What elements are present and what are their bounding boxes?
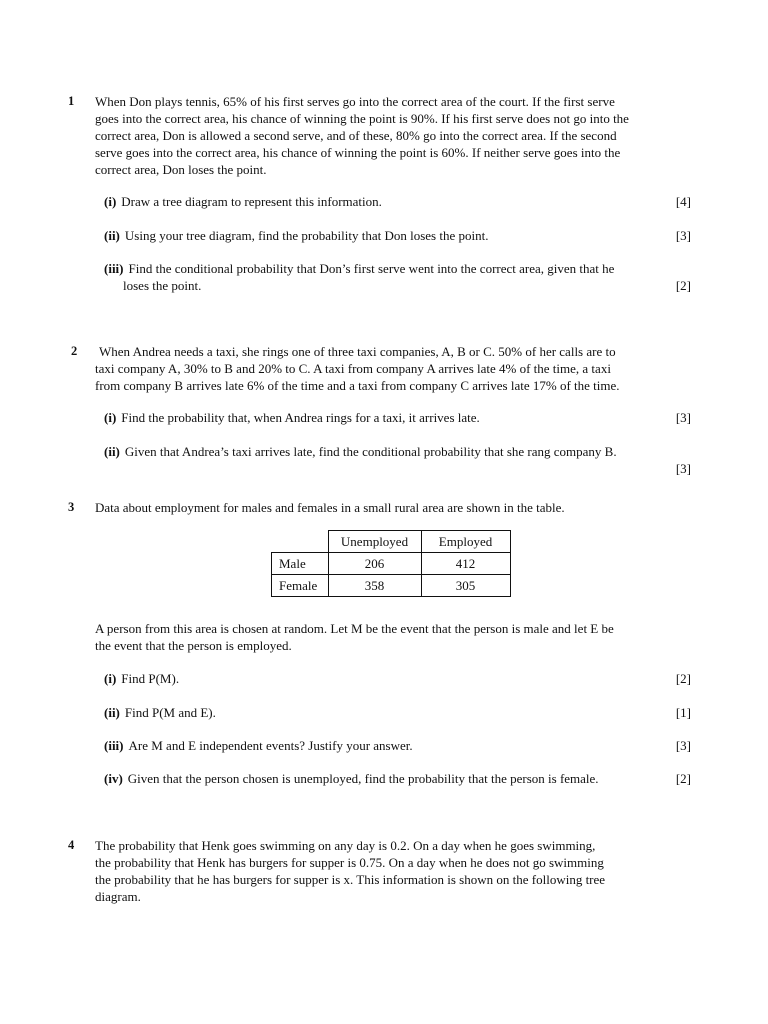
- question-part: [104, 737, 691, 754]
- question-intro: Data about employment for males and females in a small rural area are shown in the table.: [95, 500, 565, 515]
- part-text: Draw a tree diagram to represent this information.: [121, 194, 382, 209]
- mark-allocation: [2]: [675, 771, 691, 786]
- mark-allocation: [4]: [675, 194, 691, 209]
- mark-allocation: [3]: [675, 461, 691, 476]
- table-cell: 412: [421, 553, 510, 575]
- part-label: (ii): [104, 444, 120, 459]
- part-text: Find the conditional probability that Don’s first serve went into the correct area, given that he: [128, 261, 615, 276]
- question-text: [95, 343, 692, 394]
- mark-allocation: [3]: [675, 738, 691, 753]
- part-text: Are M and E independent events? Justify your answer.: [128, 738, 413, 753]
- part-label: (ii): [104, 705, 120, 720]
- question-part: [104, 227, 691, 244]
- table-row-header: Male: [272, 553, 329, 575]
- question-number: 3: [68, 500, 75, 514]
- mark-allocation: [2]: [675, 671, 691, 686]
- part-text: Find P(M).: [121, 671, 180, 686]
- text-line: The probability that Henk goes swimming on any day is 0.2. On a day when he goes swimming,: [95, 838, 596, 853]
- text-line: the probability that he has burgers for supper is x. This information is shown on the following tree: [95, 872, 606, 887]
- question-part: [104, 670, 691, 687]
- table-cell: 305: [421, 575, 510, 597]
- mark-allocation: [1]: [675, 705, 691, 720]
- text-line: correct area, Don loses the point.: [95, 162, 267, 177]
- question-part: [104, 193, 691, 210]
- question-text: [95, 93, 692, 178]
- question-text: [95, 620, 692, 654]
- table-row-header: Female: [272, 575, 329, 597]
- text-line: the event that the person is employed.: [95, 638, 292, 653]
- table-header-row: [272, 531, 511, 553]
- part-text: Using your tree diagram, find the probability that Don loses the point.: [124, 228, 489, 243]
- part-text: Given that Andrea’s taxi arrives late, find the conditional probability that she rang company B.: [124, 444, 617, 459]
- text-line: from company B arrives late 6% of the time and a taxi from company C arrives late 17% of the time.: [95, 378, 620, 393]
- mark-allocation: [3]: [675, 410, 691, 425]
- question-part: [104, 409, 691, 426]
- table-corner-cell: [272, 531, 329, 553]
- question-part: [104, 443, 691, 476]
- part-label: (iii): [104, 738, 124, 753]
- table-header-cell: Employed: [421, 531, 510, 553]
- part-label: (ii): [104, 228, 120, 243]
- part-text: Find the probability that, when Andrea rings for a taxi, it arrives late.: [121, 410, 480, 425]
- part-label: (iv): [104, 771, 123, 786]
- table-cell: 358: [328, 575, 421, 597]
- part-text-continued: loses the point.: [123, 278, 202, 293]
- question-text: [95, 837, 692, 905]
- part-label: (i): [104, 671, 117, 686]
- question-number: 2: [71, 344, 78, 358]
- table-row: [272, 575, 511, 597]
- mark-allocation: [3]: [675, 228, 691, 243]
- text-line: the probability that Henk has burgers for supper is 0.75. On a day when he does not go swimming: [95, 855, 604, 870]
- text-line: serve goes into the correct area, his chance of winning the point is 60%. If neither serve goes into the: [95, 145, 621, 160]
- table-cell: 206: [328, 553, 421, 575]
- text-line: A person from this area is chosen at random. Let M be the event that the person is male and let E be: [95, 621, 614, 636]
- table-row: [272, 553, 511, 575]
- question-part: [104, 260, 691, 294]
- part-text: Find P(M and E).: [124, 705, 216, 720]
- text-line: taxi company A, 30% to B and 20% to C. A taxi from company A arrives late 4% of the time, a taxi: [95, 361, 611, 376]
- text-line: diagram.: [95, 889, 141, 904]
- question-part: [104, 770, 691, 787]
- part-label: (i): [104, 410, 117, 425]
- part-label: (i): [104, 194, 117, 209]
- mark-allocation: [2]: [675, 278, 691, 293]
- text-line: When Andrea needs a taxi, she rings one of three taxi companies, A, B or C. 50% of her calls are to: [99, 344, 616, 359]
- question-number: 1: [68, 94, 75, 108]
- part-label: (iii): [104, 261, 124, 276]
- part-text: Given that the person chosen is unemployed, find the probability that the person is female.: [127, 771, 599, 786]
- text-line: When Don plays tennis, 65% of his first serves go into the correct area of the court. If the first serve: [95, 94, 615, 109]
- table-header-cell: Unemployed: [328, 531, 421, 553]
- employment-table: [271, 530, 511, 597]
- text-line: correct area, Don is allowed a second serve, and of these, 80% go into the correct area. If the second: [95, 128, 617, 143]
- question-number: 4: [68, 838, 75, 852]
- text-line: goes into the correct area, his chance of winning the point is 90%. If his first serve does not go into the: [95, 111, 629, 126]
- question-part: [104, 704, 691, 721]
